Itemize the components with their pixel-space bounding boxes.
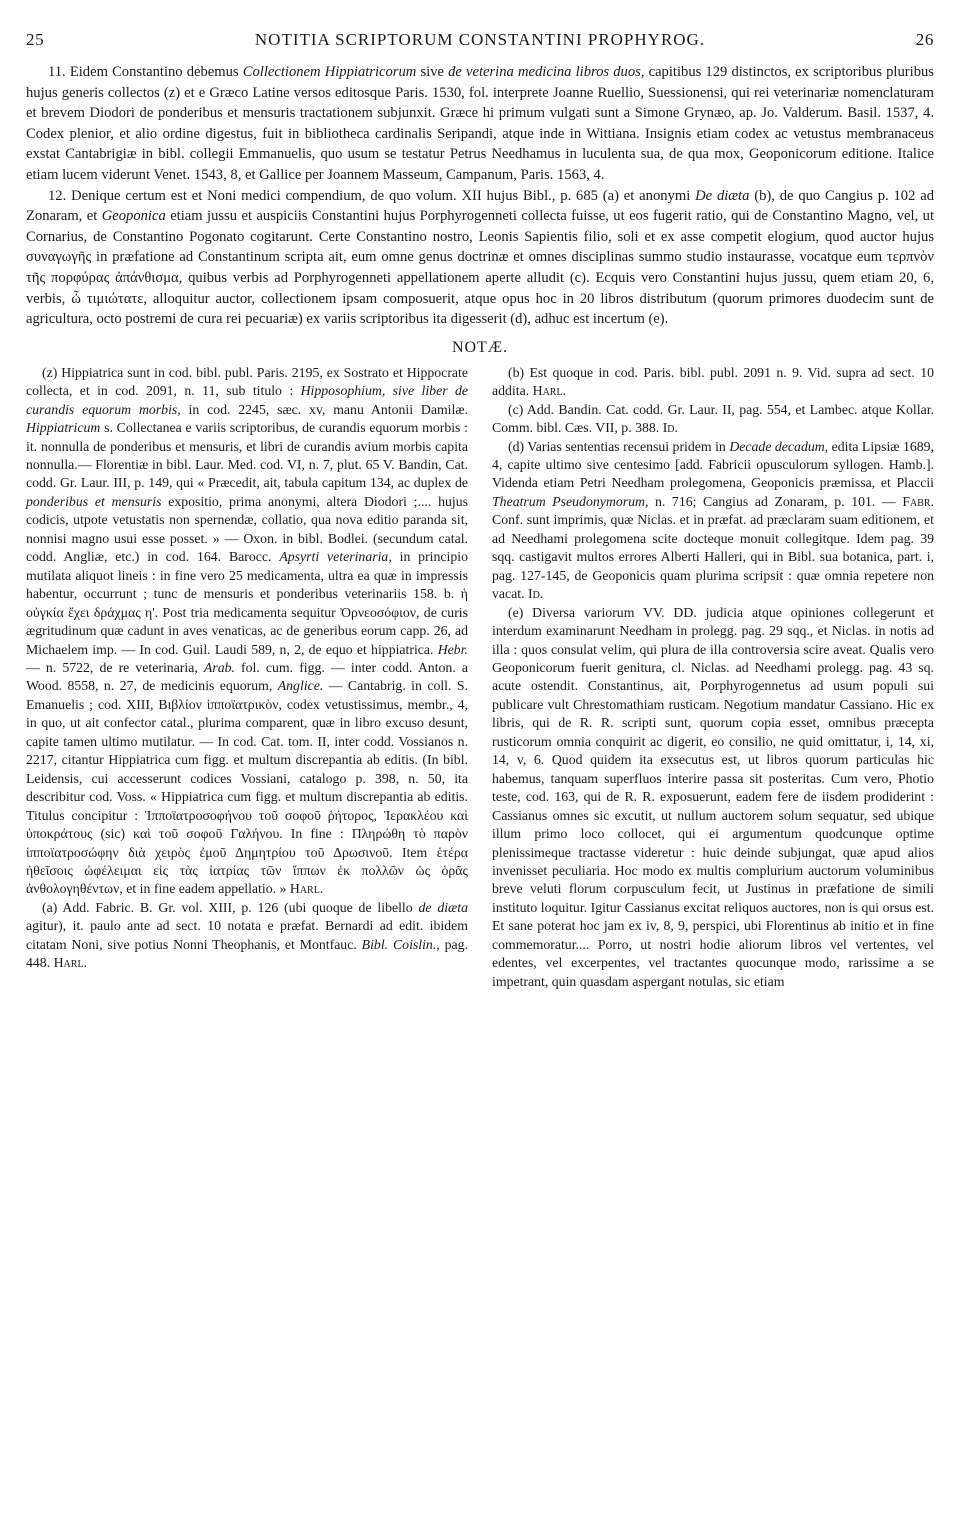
notes-column-left bbox=[26, 364, 468, 991]
author-abbrev: Id. bbox=[662, 420, 678, 436]
note-d bbox=[492, 438, 934, 604]
italic-run: ponderibus et mensuris bbox=[26, 493, 162, 509]
paragraph-11 bbox=[26, 62, 934, 186]
text-run: in cod. 2245, sæc. xv, manu Antonii Damilæ. bbox=[180, 401, 468, 417]
text-run: pag. 448. bbox=[26, 936, 468, 971]
text-run: (e) Diversa variorum VV. DD. judicia atque opiniones collegerunt et interdum examinarunt Needham in prolegg. pag. 29 sqq., et Niclas. in notis ad illa : quos consulat velim, qui plura de illa controversia scire aveat. Qualis vero Geoponicorum fuerit genitura, cl. Niclas. ad Needhami prolegg. pag. 43 sq. acute ostendit. Constantinus, ait, Porphyrogennetus ad usum populi sui publicare vult Chrestomathiam rusticam. Negotium mandatur Cassiano. Hic ex libris, qui de R. R. scripti sunt, quorum copia esset, omnibus præcepta rusticorum omnia conquirit ac digerit, eo consilio, ne quid omittatur, i, 14, xi, 14, v, 6. Quod quidem ita exsecutus est, ut libros quorum particulas hic habemus, tanquam superfluos interire passa sit posteritas. Cum vero, Photio teste, cod. 163, qui de R. R. exposuerunt, eadem fere de iisdem prodiderint : Cassianus omnes sic excutit, ut nullum auctorem solum sequatur, sed ubique illum primo loco collocet, qui ei argumentum quodcunque optime plenissimeque tractasse videretur : huic deinde subjungat, quæ apud alios invenisset peculiaria. Hoc modo ex multis complurium auctorum voluminibus breve veluti florum corpusculum fecit, ut Justinus in præfatione de simili instituto loquitur. Igitur Cassianus excitat reliquos auctores, non is qui orsus est. Et sane poterat hoc jam ex iv, 8, 9, perspici, ubi Florentinus ab initio et in fine commemoratur.... Porro, ut nostri hodie aliorum libros vel vertentes, vel edentes, vel excerpentes, vel tractantes quocunque modo, rarissime a se impetrant, quin quasdam aspergant notulas, sic etiam bbox=[492, 604, 934, 989]
note-e bbox=[492, 604, 934, 992]
italic-run: Collectionem Hippiatricorum bbox=[242, 64, 417, 80]
text-run: — Cantabrig. in coll. S. Emanuelis ; cod. XIII, Βιβλίον ἱπποϊατρικὸν, codex vetustissimus, membr., 4, in quo, ut ait confector catal., plurima comparent, quæ in libro excuso desunt, capite tamen ultimo mutilatur. — In cod. Cat. tom. II, inter codd. Vossianos n. 2217, citantur Hippiatrica cum figg. et multum discrepantia ab editis. (In bibl. Leidensis, cui accesserunt codices Vossiani, catalogo p. 398, n. 50, ita describitur cod. Voss. « Hippiatrica cum figg. et multum discrepantia ab editis. Titulus concipitur : Ἱπποϊατροσοφήνου τοῦ σοφοῦ ῥήτορος, Ἱερακλέου καὶ ὑποκράτους (sic) καὶ τοῦ σοφοῦ Γαλήνου. In fine : Πληρώθη τὸ παρὸν ἱπποϊατροσώφην διὰ χειρὸς ἐμοῦ Δημητρίου τοῦ Δρωσινοῦ. Item ἑτέρα ἠθεῖσοις ὠφέλειμαι εἰς τὰς ἰατρίας τῶν ἵππων ἐκ πολλῶν ὡς ὁρᾶς ἀνθολογηθέντων, et in fine eadem appellatio. » bbox=[26, 678, 468, 897]
page-number-right: 26 bbox=[915, 30, 934, 49]
note-a bbox=[26, 899, 468, 973]
text-run: in principio mutilata aliquot lineis : in fine vero 25 medicamenta, ultra ea quæ in impressis habentur, occurrunt ; tunc de mensuris et ponderibus veterinariis 158. b. ἡ οὐγκία ἔχει δράχμας η'. Post tria medicamenta sequitur Ὀρνεοσόφιον, de curis ægritudinum quæ cadunt in aves venaticas, ac de generibus eorum capp. 26, ad Michaelem imp. — In cod. Guil. Laudi 589, n, 2, de equo et hippiatrica. bbox=[26, 549, 468, 657]
italic-run: Theatrum Pseudonymorum, bbox=[492, 493, 649, 509]
text-run: — n. 5722, de re veterinaria, bbox=[26, 659, 204, 675]
running-title: NOTITIA SCRIPTORUM CONSTANTINI PROPHYROG. bbox=[254, 30, 706, 49]
author-abbrev: Harl. bbox=[53, 955, 88, 971]
italic-run: Hebr. bbox=[437, 641, 468, 657]
text-run: s. Collectanea e variis scriptoribus, de curandis equorum morbis : it. nonnulla de ponderibus et mensuris, et libri de curandis avium morbis capita nonnulla.— Florentiæ in bibl. Laur. Med. cod. VI, n. 7, plut. 65 V. Bandin, Cat. codd. Gr. Laur. III, p. 149, qui « Præcedit, ait, tabula capitum 134, ac duplex de bbox=[26, 420, 468, 491]
text-run: Conf. sunt imprimis, quæ Niclas. et in præfat. ad præclaram suam editionem, et ad Needhami prolegomena scite docteque monuit collegitque. Idem pag. 39 sqq. castigavit multos errores Alberti Halleri, qui in Bibl. sua botanica, part. i, pag. 127-145, de Geoponicis quam plurima scripsit : quæ omnia repetere non vacat. bbox=[492, 512, 934, 602]
italic-run: Geoponica bbox=[101, 208, 166, 225]
italic-run: de diæta bbox=[418, 899, 468, 915]
document-page bbox=[26, 30, 934, 1530]
text-run: fol. cum. figg. — inter codd. Anton. a Wood. 8558, n. 27, de medicinis equorum, bbox=[26, 659, 468, 694]
main-text bbox=[26, 62, 934, 330]
italic-run: Apsyrti veterinaria, bbox=[279, 549, 392, 565]
text-run: (a) Add. Fabric. B. Gr. vol. XIII, p. 126 (ubi quoque de libello bbox=[42, 899, 419, 915]
text-run: 12. Denique certum est et Noni medici compendium, de quo volum. XII hujus Bibl., p. 685 (a) et anonymi bbox=[48, 187, 696, 204]
text-run: sive bbox=[416, 64, 449, 80]
author-abbrev: Id. bbox=[528, 586, 544, 602]
text-run: etiam jussu et auspiciis Constantini hujus Porphyrogenneti collecta fuisse, ut eos fugerit ratio, qui de Constantino Magno, vel, ut Cornarius, de Constantino Pogonato cogitarunt. Certe Constantino nostro, Leonis Sapientis filio, soli et ex asse competit elogium, quod auctor hujus συναγωγῆς in præfatione ad Constantinum scripta ait, eum omne genus doctrinæ et omnes disciplinas summo studio instaurasse, vocatque eum τερπνὸν τῆς πορφύρας ἀπάνθισμα, quibus verbis ad Porphyrogenneti appellationem aperte alludit (c). Ecquis vero Constantini hujus jussu, quem etiam 20, 6, verbis, ὦ τιμιώτατε, alloquitur auctor, collectionem ipsam composuerit, atque opus hoc in 20 libros distributum (quorum primores duodecim sunt de agricultura, octo postremi de cura rei pecuariæ) ex variis scriptoribus ita digesserit (d), adhuc est incertum (e). bbox=[26, 208, 934, 328]
text-run: (z) Hippiatrica sunt in cod. bibl. publ. Paris. 2195, ex Sostrato et Hippocrate collecta, et in cod. 2091, n. 11, sub titulo : bbox=[26, 364, 468, 399]
italic-run: Hippiatricum bbox=[26, 420, 101, 436]
text-run: edita Lipsiæ 1689, 4, capite ultimo sive centesimo [add. Fabricii opusculorum syllogen. Hamb.]. Videnda etiam Petri Needham prolegomena, Geoponicis præmissa, et Placcii bbox=[492, 438, 934, 491]
notes-column-right bbox=[492, 364, 934, 991]
italic-run: Anglice. bbox=[277, 678, 324, 694]
italic-run: Hipposophium, sive liber de curandis equorum morbis, bbox=[26, 383, 468, 417]
text-run: (b), de quo Cangius p. 102 ad Zonaram, et bbox=[26, 187, 934, 225]
text-run: expositio, prima anonymi, altera Diodori ;.... hujus codicis, utpote vetustatis non spernendæ, collatio, qua nova editio paranda sit, nonnisi magno usui esse posset. » — Oxon. in bibl. Bodlei. (secundum catal. codd. Angliæ, etc.) in cod. 164. Barocc. bbox=[26, 493, 468, 565]
italic-run: Decade decadum, bbox=[729, 438, 829, 454]
paragraph-12 bbox=[26, 186, 934, 330]
note-c bbox=[492, 401, 934, 438]
text-run: (b) Est quoque in cod. Paris. bibl. publ. 2091 n. 9. Vid. supra ad sect. 10 addita. bbox=[492, 364, 934, 399]
author-abbrev: Fabr. bbox=[902, 493, 934, 509]
italic-run: Arab. bbox=[203, 659, 235, 675]
text-run: n. 716; Cangius ad Zonaram, p. 101. — bbox=[648, 493, 903, 509]
page-number-left: 25 bbox=[26, 30, 45, 49]
text-run: capitibus 129 distinctos, ex scriptoribus pluribus hujus generis collectos (z) et e Græco Latine versos editosque Paris. 1530, fol. interprete Joanne Ruellio, Suessionensi, qui rei veterinariæ nomenclaturam et brevem Diodori de ponderibus et mensuris tractationem subjunxit. Græce hi primum vulgati sunt a Simone Grynæo, ap. Jo. Valderum. Basil. 1537, 4. Codex plenior, et alio ordine digestus, fuit in bibliotheca cardinalis Seripandi, atque inde in Wittiana. Insignis etiam codex ac vetustus membranaceus exstat Cantabrigiæ in bibl. collegii Emmanuelis, quo usum se testatur Petrus Needhamus in luculenta sua, de qua mox, Geoponicorum editione. Italice etiam lucem viderunt Venet. 1543, 8, et Gallice per Joannem Masseum, Campanum, Paris. 1563, 4. bbox=[26, 64, 934, 183]
footnotes bbox=[26, 364, 934, 991]
text-run: (d) Varias sententias recensui pridem in bbox=[508, 438, 730, 454]
italic-run: De diæta bbox=[695, 187, 750, 204]
text-run: (c) Add. Bandin. Cat. codd. Gr. Laur. II, pag. 554, et Lambec. atque Kollar. Comm. bibl. Cæs. VII, p. 388. bbox=[492, 401, 934, 436]
italic-run: Bibl. Coislin., bbox=[361, 936, 440, 952]
notes-heading: NOTÆ. bbox=[451, 338, 509, 356]
author-abbrev: Harl. bbox=[532, 383, 567, 399]
running-header bbox=[26, 30, 934, 58]
author-abbrev: Harl. bbox=[289, 881, 324, 897]
note-b bbox=[492, 364, 934, 401]
text-run: 11. Eidem Constantino debemus bbox=[48, 64, 243, 80]
italic-run: de veterina medicina libros duos, bbox=[448, 64, 645, 80]
text-run: agitur), it. paulo ante ad sect. 10 notata e præfat. Bernardi ad edit. ibidem citatam Noni, sive potius Nonni Theophanis, et Montfauc. bbox=[26, 918, 468, 952]
note-z bbox=[26, 364, 468, 899]
